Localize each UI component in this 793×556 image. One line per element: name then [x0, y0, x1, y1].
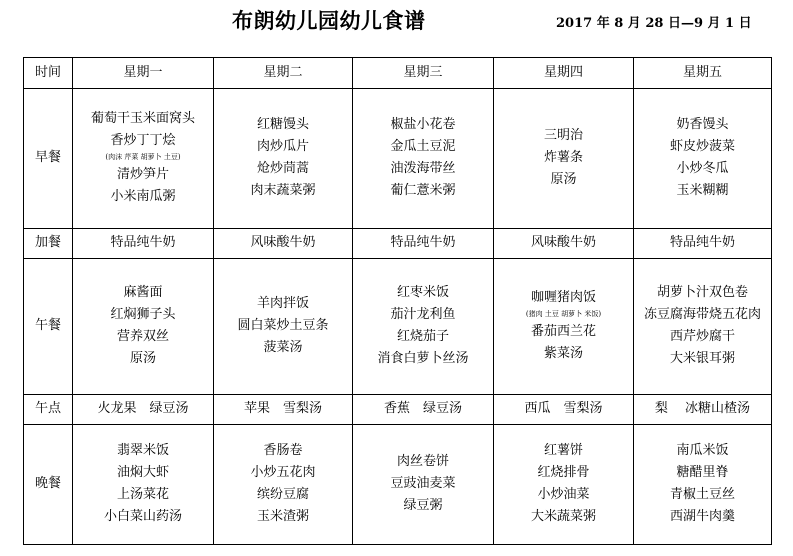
- meal-label: 午餐: [24, 259, 73, 395]
- menu-cell-thursday: [494, 425, 634, 545]
- menu-cell-thursday: [494, 229, 634, 259]
- header-day-monday: 星期一: [73, 58, 214, 89]
- dish-item: 葡仁薏米粥: [390, 182, 456, 198]
- dish-item: 糖醋里脊: [676, 465, 729, 481]
- dish-item: 绿豆粥: [403, 497, 443, 513]
- meal-row-snack: [24, 229, 772, 259]
- dish-item: 翡翠米饭: [116, 443, 169, 459]
- dish-item: 肉末蔬菜粥: [250, 182, 316, 198]
- dish-item: 玉米糊糊: [676, 182, 729, 198]
- meal-label: 午点: [24, 395, 73, 425]
- dish-item: 茄汁龙利鱼: [390, 307, 456, 323]
- meal-row-dinner: [24, 425, 772, 545]
- menu-cell-thursday: [494, 89, 634, 229]
- date-range: 2017 年 8 月 28 日—9 月 1 日: [556, 16, 752, 31]
- dish-item: 上汤菜花: [116, 487, 169, 502]
- menu-cell-wednesday: [353, 259, 494, 395]
- dish-item: 番茄西兰花: [530, 324, 596, 340]
- dish-item: 青椒土豆丝: [669, 487, 735, 502]
- header-time: 时间: [24, 58, 73, 89]
- menu-cell-thursday: [494, 395, 634, 425]
- header-day-friday: 星期五: [634, 58, 772, 89]
- meal-label: 早餐: [24, 89, 73, 229]
- dish-item: 玉米渣粥: [256, 508, 309, 524]
- dish-item: 红烧茄子: [396, 329, 449, 344]
- dish-item: 金瓜土豆泥: [390, 139, 456, 155]
- menu-cell-tuesday: [214, 425, 353, 545]
- dish-item: 冻豆腐海带烧五花肉: [643, 307, 761, 323]
- dish-item: 奶香馒头: [676, 117, 729, 133]
- dish-item: 菠菜汤: [263, 339, 303, 355]
- dish-item: 大米银耳粥: [669, 350, 735, 366]
- dish-item: 炸薯条: [543, 150, 583, 166]
- menu-cell-monday: [73, 395, 214, 425]
- dish-item: 椒盐小花卷: [390, 117, 456, 133]
- dish-item: 营养双丝: [116, 329, 169, 344]
- header-day-wednesday: 星期三: [353, 58, 494, 89]
- dish-item: 红糖馒头: [256, 117, 309, 133]
- dish-item: 虾皮炒菠菜: [669, 139, 735, 155]
- dish-item: 香蕉 绿豆汤: [383, 401, 462, 417]
- menu-cell-friday: [634, 89, 772, 229]
- menu-cell-monday: [73, 229, 214, 259]
- dish-item: 原汤: [550, 171, 577, 187]
- header-day-thursday: 星期四: [494, 58, 634, 89]
- dish-item: 西瓜 雪梨汤: [524, 401, 603, 417]
- meal-row-lunch: [24, 259, 772, 395]
- dish-item: 大米蔬菜粥: [530, 508, 596, 524]
- meal-label: 晚餐: [24, 425, 73, 545]
- menu-cell-tuesday: [214, 229, 353, 259]
- dish-item: 西芹炒腐干: [669, 329, 735, 344]
- menu-cell-friday: [634, 259, 772, 395]
- dish-item: 消食白萝卜丝汤: [377, 350, 469, 366]
- menu-cell-friday: [634, 395, 772, 425]
- dish-item: 梨 冰糖山楂汤: [654, 401, 751, 417]
- header-day-tuesday: 星期二: [214, 58, 353, 89]
- menu-cell-tuesday: [214, 89, 353, 229]
- dish-item: 红焖狮子头: [110, 307, 176, 323]
- menu-cell-friday: [634, 425, 772, 545]
- dish-item: 葡萄干玉米面窝头: [90, 111, 195, 127]
- dish-item: 炝炒茼蒿: [256, 161, 309, 176]
- dish-item: 特品纯牛奶: [110, 235, 176, 251]
- dish-item: 肉丝卷饼: [396, 454, 449, 470]
- dish-item: 香肠卷: [263, 443, 303, 459]
- dish-item: 麻酱面: [123, 285, 163, 301]
- dish-item: 火龙果 绿豆汤: [97, 401, 189, 417]
- dish-item: 风味酸牛奶: [530, 235, 596, 251]
- dish-item: 羊肉拌饭: [256, 296, 309, 312]
- meal-row-breakfast: [24, 89, 772, 229]
- dish-item: 清炒笋片: [116, 167, 169, 183]
- dish-note: (猪肉 土豆 胡萝卜 米饭): [525, 310, 602, 318]
- menu-cell-tuesday: [214, 395, 353, 425]
- dish-item: 苹果 雪梨汤: [243, 401, 322, 417]
- dish-item: 小白菜山药汤: [103, 508, 182, 524]
- menu-cell-wednesday: [353, 229, 494, 259]
- menu-cell-wednesday: [353, 425, 494, 545]
- dish-item: 风味酸牛奶: [250, 235, 316, 251]
- menu-cell-wednesday: [353, 89, 494, 229]
- dish-item: 油泼海带丝: [390, 161, 456, 176]
- dish-item: 特品纯牛奶: [390, 235, 456, 251]
- dish-item: 小炒油菜: [537, 487, 590, 502]
- dish-item: 原汤: [129, 350, 156, 366]
- menu-cell-tuesday: [214, 259, 353, 395]
- menu-cell-monday: [73, 259, 214, 395]
- dish-item: 南瓜米饭: [676, 443, 729, 459]
- dish-item: 红枣米饭: [396, 285, 449, 301]
- dish-item: 红烧排骨: [537, 465, 590, 481]
- menu-cell-wednesday: [353, 395, 494, 425]
- header-row: [24, 58, 772, 89]
- dish-item: 肉炒瓜片: [256, 139, 309, 155]
- menu-cell-thursday: [494, 259, 634, 395]
- dish-item: 咖喱猪肉饭: [530, 290, 596, 306]
- menu-cell-friday: [634, 229, 772, 259]
- dish-note: (肉沫 芹菜 胡萝卜 土豆): [105, 152, 181, 161]
- dish-item: 小炒冬瓜: [676, 161, 729, 176]
- dish-item: 油焖大虾: [116, 465, 169, 481]
- menu-cell-monday: [73, 89, 214, 229]
- meal-label: 加餐: [24, 229, 73, 259]
- page-title: 布朗幼儿园幼儿食谱: [232, 8, 426, 33]
- dish-item: 三明治: [543, 128, 583, 144]
- dish-item: 缤纷豆腐: [256, 487, 309, 502]
- dish-item: 圆白菜炒土豆条: [237, 318, 329, 334]
- dish-item: 红薯饼: [543, 443, 583, 459]
- meal-row-afternoon-snack: [24, 395, 772, 425]
- dish-item: 西湖牛肉羹: [669, 508, 735, 524]
- dish-item: 香炒丁丁烩: [110, 133, 176, 149]
- dish-item: 胡萝卜汁双色卷: [656, 285, 748, 301]
- dish-item: 豆豉油麦菜: [390, 476, 456, 492]
- menu-cell-monday: [73, 425, 214, 545]
- dish-item: 小米南瓜粥: [110, 188, 176, 204]
- dish-item: 特品纯牛奶: [669, 235, 735, 251]
- menu-table: [23, 57, 772, 545]
- dish-item: 小炒五花肉: [250, 465, 316, 481]
- dish-item: 紫菜汤: [543, 345, 583, 361]
